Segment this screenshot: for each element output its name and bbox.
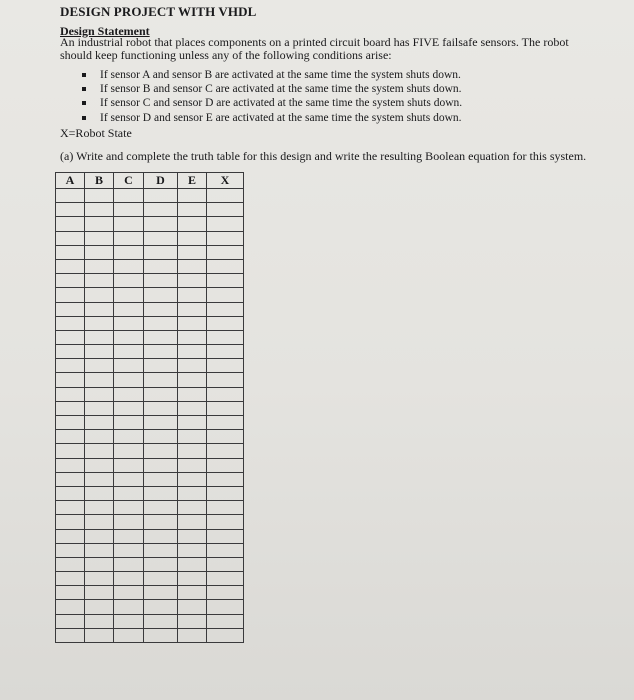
table-cell[interactable] [207, 515, 244, 529]
table-row [56, 274, 244, 288]
table-cell[interactable] [114, 245, 144, 259]
table-cell[interactable] [85, 274, 114, 288]
table-cell[interactable] [207, 600, 244, 614]
table-cell[interactable] [144, 189, 178, 203]
table-cell[interactable] [114, 557, 144, 571]
header-a: A [56, 173, 85, 189]
table-row [56, 529, 244, 543]
table-cell[interactable] [207, 472, 244, 486]
table-row [56, 401, 244, 415]
table-cell[interactable] [207, 245, 244, 259]
condition-item [82, 68, 462, 82]
table-cell[interactable] [114, 345, 144, 359]
table-cell[interactable] [178, 430, 207, 444]
table-row [56, 189, 244, 203]
table-cell[interactable] [56, 444, 85, 458]
table-cell[interactable] [85, 600, 114, 614]
table-cell[interactable] [178, 444, 207, 458]
table-cell[interactable] [114, 189, 144, 203]
table-cell[interactable] [114, 529, 144, 543]
table-cell[interactable] [114, 231, 144, 245]
table-cell[interactable] [207, 529, 244, 543]
table-cell[interactable] [85, 486, 114, 500]
table-cell[interactable] [56, 302, 85, 316]
x-definition: X=Robot State [60, 126, 132, 140]
table-cell[interactable] [56, 572, 85, 586]
table-cell[interactable] [114, 203, 144, 217]
table-cell[interactable] [207, 586, 244, 600]
table-cell[interactable] [114, 501, 144, 515]
header-x: X [207, 173, 244, 189]
table-cell[interactable] [85, 373, 114, 387]
table-cell[interactable] [114, 586, 144, 600]
table-cell[interactable] [114, 458, 144, 472]
table-cell[interactable] [85, 387, 114, 401]
table-row [56, 288, 244, 302]
table-cell[interactable] [114, 600, 144, 614]
table-cell[interactable] [85, 472, 114, 486]
table-cell[interactable] [56, 189, 85, 203]
table-cell[interactable] [85, 189, 114, 203]
table-row [56, 614, 244, 628]
table-cell[interactable] [144, 444, 178, 458]
table-cell[interactable] [114, 472, 144, 486]
table-cell[interactable] [178, 288, 207, 302]
table-cell[interactable] [56, 373, 85, 387]
table-cell[interactable] [178, 628, 207, 642]
table-cell[interactable] [114, 387, 144, 401]
table-cell[interactable] [85, 444, 114, 458]
table-cell[interactable] [56, 288, 85, 302]
table-cell[interactable] [207, 302, 244, 316]
table-cell[interactable] [207, 486, 244, 500]
table-row [56, 373, 244, 387]
table-row [56, 501, 244, 515]
table-cell[interactable] [114, 572, 144, 586]
table-cell[interactable] [56, 557, 85, 571]
table-cell[interactable] [56, 203, 85, 217]
table-cell[interactable] [114, 359, 144, 373]
table-row [56, 416, 244, 430]
table-cell[interactable] [114, 259, 144, 273]
table-cell[interactable] [85, 458, 114, 472]
table-cell[interactable] [114, 444, 144, 458]
intro-paragraph: An industrial robot that places components on a printed circuit board has FIVE failsafe sensors. The robot should keep functioning unless any of the following conditions arise: [60, 35, 569, 62]
table-cell[interactable] [178, 557, 207, 571]
truth-table-header-row [56, 173, 244, 189]
table-cell[interactable] [144, 387, 178, 401]
table-cell[interactable] [144, 203, 178, 217]
table-cell[interactable] [56, 472, 85, 486]
condition-text: If sensor C and sensor D are activated at the same time the system shuts down. [100, 97, 463, 110]
condition-text: If sensor D and sensor E are activated at the same time the system shuts down. [100, 111, 462, 124]
table-cell[interactable] [144, 572, 178, 586]
table-row [56, 472, 244, 486]
header-b: B [85, 173, 114, 189]
table-row [56, 259, 244, 273]
table-cell[interactable] [85, 543, 114, 557]
condition-item [82, 96, 462, 110]
table-cell[interactable] [56, 543, 85, 557]
condition-text: If sensor B and sensor C are activated at the same time the system shuts down. [100, 83, 462, 96]
table-cell[interactable] [85, 614, 114, 628]
table-row [56, 600, 244, 614]
table-cell[interactable] [85, 245, 114, 259]
table-cell[interactable] [178, 416, 207, 430]
table-cell[interactable] [178, 231, 207, 245]
table-cell[interactable] [178, 501, 207, 515]
table-row [56, 330, 244, 344]
table-cell[interactable] [144, 430, 178, 444]
table-cell[interactable] [178, 614, 207, 628]
table-cell[interactable] [144, 288, 178, 302]
table-cell[interactable] [85, 330, 114, 344]
table-cell[interactable] [178, 359, 207, 373]
table-cell[interactable] [144, 458, 178, 472]
bullet-icon [82, 87, 86, 91]
table-cell[interactable] [207, 628, 244, 642]
table-cell[interactable] [144, 614, 178, 628]
table-cell[interactable] [178, 572, 207, 586]
table-cell[interactable] [114, 330, 144, 344]
truth-table-container [55, 172, 244, 643]
table-cell[interactable] [114, 302, 144, 316]
table-cell[interactable] [114, 316, 144, 330]
table-cell[interactable] [144, 274, 178, 288]
table-cell[interactable] [56, 430, 85, 444]
table-cell[interactable] [114, 373, 144, 387]
table-cell[interactable] [207, 614, 244, 628]
table-cell[interactable] [144, 401, 178, 415]
table-row [56, 203, 244, 217]
table-cell[interactable] [85, 359, 114, 373]
table-cell[interactable] [207, 430, 244, 444]
table-cell[interactable] [144, 600, 178, 614]
table-cell[interactable] [56, 330, 85, 344]
table-cell[interactable] [56, 387, 85, 401]
table-cell[interactable] [144, 316, 178, 330]
table-cell[interactable] [144, 259, 178, 273]
table-cell[interactable] [178, 373, 207, 387]
table-cell[interactable] [178, 302, 207, 316]
table-cell[interactable] [85, 557, 114, 571]
conditions-list [82, 68, 462, 125]
table-cell[interactable] [144, 231, 178, 245]
bullet-icon [82, 116, 86, 120]
condition-item [82, 82, 462, 96]
table-row [56, 302, 244, 316]
table-cell[interactable] [207, 416, 244, 430]
table-cell[interactable] [178, 316, 207, 330]
table-cell[interactable] [207, 373, 244, 387]
table-cell[interactable] [85, 288, 114, 302]
table-cell[interactable] [144, 543, 178, 557]
truth-table-body [56, 189, 244, 643]
table-row [56, 231, 244, 245]
table-cell[interactable] [178, 259, 207, 273]
table-cell[interactable] [85, 430, 114, 444]
table-cell[interactable] [144, 557, 178, 571]
question-text: (a) Write and complete the truth table for this design and write the resulting Boolean equation for this system. [60, 149, 587, 163]
table-row [56, 486, 244, 500]
table-row [56, 515, 244, 529]
table-cell[interactable] [56, 501, 85, 515]
truth-table [55, 172, 244, 643]
table-cell[interactable] [85, 203, 114, 217]
table-cell[interactable] [144, 345, 178, 359]
table-cell[interactable] [178, 401, 207, 415]
table-row [56, 572, 244, 586]
table-cell[interactable] [178, 387, 207, 401]
table-cell[interactable] [85, 515, 114, 529]
table-row [56, 430, 244, 444]
table-cell[interactable] [85, 401, 114, 415]
table-cell[interactable] [56, 217, 85, 231]
table-cell[interactable] [144, 486, 178, 500]
table-cell[interactable] [144, 586, 178, 600]
table-cell[interactable] [207, 345, 244, 359]
table-cell[interactable] [85, 217, 114, 231]
table-cell[interactable] [178, 274, 207, 288]
table-cell[interactable] [178, 515, 207, 529]
table-cell[interactable] [144, 628, 178, 642]
table-cell[interactable] [56, 401, 85, 415]
table-row [56, 557, 244, 571]
table-cell[interactable] [56, 274, 85, 288]
table-cell[interactable] [178, 486, 207, 500]
table-cell[interactable] [207, 189, 244, 203]
table-cell[interactable] [144, 416, 178, 430]
table-cell[interactable] [207, 359, 244, 373]
table-cell[interactable] [207, 501, 244, 515]
table-cell[interactable] [85, 586, 114, 600]
table-row [56, 217, 244, 231]
table-cell[interactable] [56, 586, 85, 600]
condition-item [82, 111, 462, 125]
table-cell[interactable] [178, 330, 207, 344]
table-cell[interactable] [178, 600, 207, 614]
table-cell[interactable] [178, 472, 207, 486]
design-statement-heading: Design Statement [60, 24, 150, 38]
table-cell[interactable] [56, 245, 85, 259]
table-cell[interactable] [114, 430, 144, 444]
table-row [56, 345, 244, 359]
table-row [56, 245, 244, 259]
table-cell[interactable] [114, 543, 144, 557]
table-cell[interactable] [207, 274, 244, 288]
table-cell[interactable] [85, 572, 114, 586]
table-cell[interactable] [114, 416, 144, 430]
table-row [56, 586, 244, 600]
table-cell[interactable] [56, 316, 85, 330]
table-cell[interactable] [178, 217, 207, 231]
bullet-icon [82, 101, 86, 105]
table-cell[interactable] [207, 203, 244, 217]
table-cell[interactable] [114, 486, 144, 500]
table-cell[interactable] [144, 515, 178, 529]
header-d: D [144, 173, 178, 189]
table-cell[interactable] [56, 515, 85, 529]
table-cell[interactable] [114, 628, 144, 642]
table-cell[interactable] [56, 458, 85, 472]
table-cell[interactable] [114, 288, 144, 302]
table-cell[interactable] [178, 458, 207, 472]
table-cell[interactable] [114, 614, 144, 628]
table-cell[interactable] [178, 245, 207, 259]
table-row [56, 359, 244, 373]
table-cell[interactable] [56, 359, 85, 373]
table-cell[interactable] [56, 259, 85, 273]
table-cell[interactable] [207, 330, 244, 344]
table-cell[interactable] [144, 330, 178, 344]
table-cell[interactable] [144, 245, 178, 259]
table-cell[interactable] [114, 217, 144, 231]
table-cell[interactable] [56, 486, 85, 500]
table-cell[interactable] [56, 600, 85, 614]
table-row [56, 628, 244, 642]
header-e: E [178, 173, 207, 189]
table-cell[interactable] [207, 387, 244, 401]
table-cell[interactable] [178, 189, 207, 203]
table-cell[interactable] [85, 529, 114, 543]
table-row [56, 444, 244, 458]
table-cell[interactable] [144, 501, 178, 515]
table-cell[interactable] [207, 543, 244, 557]
table-cell[interactable] [178, 543, 207, 557]
table-cell[interactable] [207, 444, 244, 458]
table-cell[interactable] [56, 416, 85, 430]
table-cell[interactable] [144, 217, 178, 231]
table-cell[interactable] [56, 628, 85, 642]
table-cell[interactable] [144, 472, 178, 486]
table-row [56, 543, 244, 557]
table-cell[interactable] [56, 231, 85, 245]
table-cell[interactable] [85, 416, 114, 430]
table-cell[interactable] [114, 274, 144, 288]
table-cell[interactable] [144, 359, 178, 373]
table-cell[interactable] [85, 316, 114, 330]
table-cell[interactable] [85, 231, 114, 245]
table-cell[interactable] [207, 458, 244, 472]
table-cell[interactable] [114, 515, 144, 529]
table-row [56, 316, 244, 330]
table-cell[interactable] [144, 529, 178, 543]
table-cell[interactable] [56, 345, 85, 359]
table-cell[interactable] [144, 302, 178, 316]
table-row [56, 458, 244, 472]
table-cell[interactable] [207, 288, 244, 302]
table-cell[interactable] [85, 302, 114, 316]
table-cell[interactable] [85, 501, 114, 515]
table-cell[interactable] [207, 572, 244, 586]
table-cell[interactable] [178, 203, 207, 217]
table-cell[interactable] [178, 529, 207, 543]
table-cell[interactable] [85, 628, 114, 642]
table-cell[interactable] [114, 401, 144, 415]
table-cell[interactable] [207, 401, 244, 415]
table-cell[interactable] [56, 529, 85, 543]
table-cell[interactable] [56, 614, 85, 628]
table-cell[interactable] [207, 231, 244, 245]
table-cell[interactable] [85, 345, 114, 359]
table-cell[interactable] [85, 259, 114, 273]
table-cell[interactable] [207, 557, 244, 571]
table-cell[interactable] [178, 586, 207, 600]
bullet-icon [82, 73, 86, 77]
table-cell[interactable] [144, 373, 178, 387]
table-cell[interactable] [207, 259, 244, 273]
page-title: DESIGN PROJECT WITH VHDL [60, 4, 257, 19]
table-row [56, 387, 244, 401]
header-c: C [114, 173, 144, 189]
table-cell[interactable] [178, 345, 207, 359]
condition-text: If sensor A and sensor B are activated at the same time the system shuts down. [100, 69, 461, 81]
table-cell[interactable] [207, 316, 244, 330]
table-cell[interactable] [207, 217, 244, 231]
